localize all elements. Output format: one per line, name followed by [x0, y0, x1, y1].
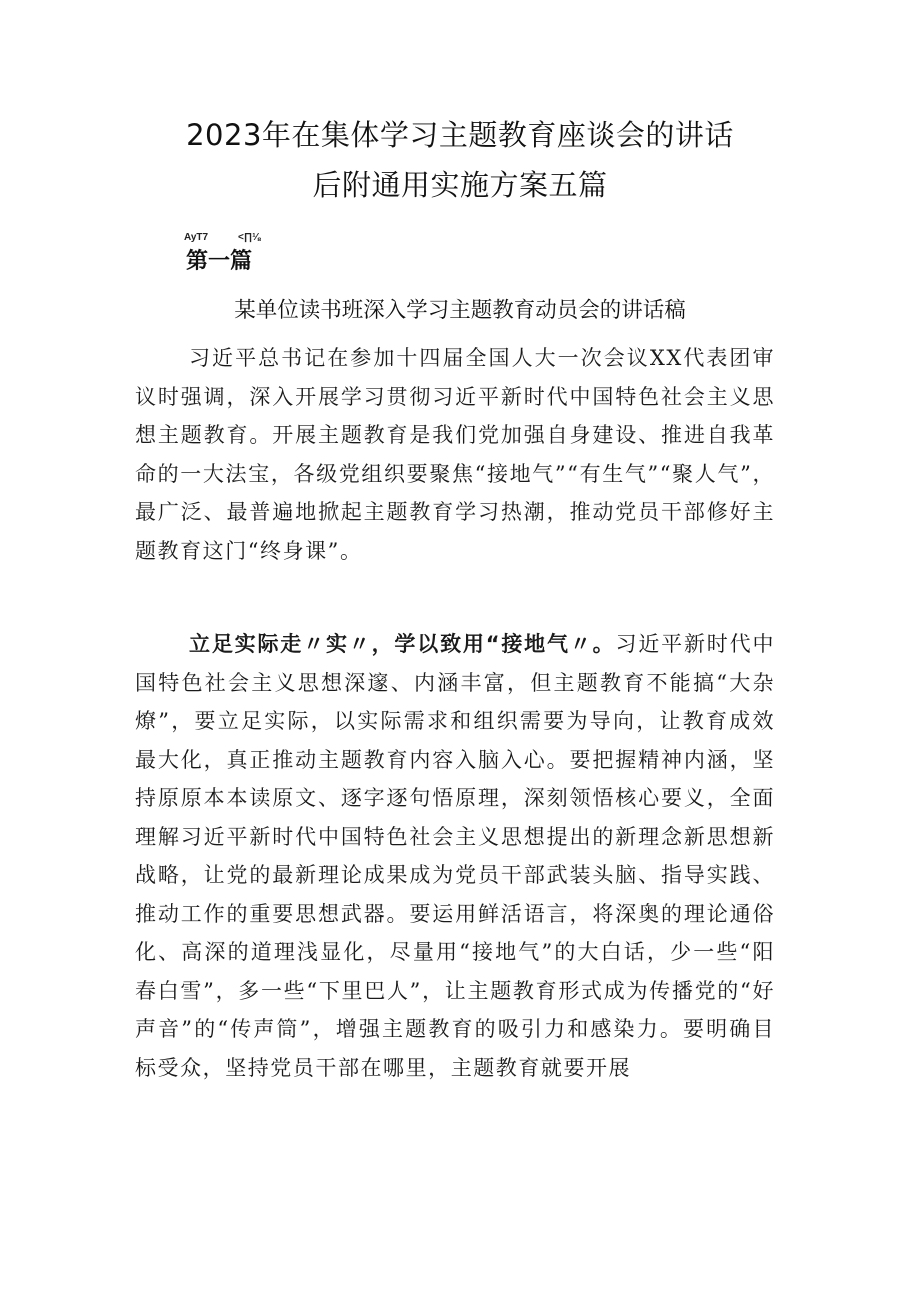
artifact-text-1: AyT7 [184, 232, 209, 243]
artifact-text-2: <∏⅛ [238, 232, 261, 243]
paragraph-2-body: 习近平新时代中国特色社会主义思想深邃、内涵丰富，但主题教育不能搞“大杂燎”，要立足实际，以实际需求和组织需要为导向，让教育成效最大化，真正推动主题教育内容入脑入心。要把握精神内涵，坚持原原本本读原文、逐字逐句悟原理，深刻领悟核心要义，全面理解习近平新时代中国特色社会主义思想提出的新理念新思想新战略，让党的最新理论成果成为党员干部武装头脑、指导实践、推动工作的重要思想武器。要运用鲜活语言，将深奥的理论通俗化、高深的道理浅显化，尽量用“接地气”的大白话，少一些“阳春白雪”，多一些“下里巴人”，让主题教育形式成为传播党的“好声音”的“传声筒”，增强主题教育的吸引力和感染力。要明确目标受众，坚持党员干部在哪里，主题教育就要开展 [135, 632, 776, 1080]
paragraph-2-lead: 立足实际走〃实〃，学以致用“接地气〃。 [189, 632, 616, 656]
body-paragraph-1: 习近平总书记在参加十四届全国人大一次会议XX代表团审议时强调，深入开展学习贯彻习近平新时代中国特色社会主义思想主题教育。开展主题教育是我们党加强自身建设、推进自我革命的一大法宝，各级党组织要聚焦“接地气”“有生气”“聚人气”，最广泛、最普遍地掀起主题教育学习热潮，推动党员干部修好主题教育这门“终身课”。 [135, 346, 775, 563]
part-heading: 第一篇 [186, 249, 253, 274]
document-title-line-1: 2023年在集体学习主题教育座谈会的讲话 [186, 118, 734, 152]
document-title-line-2: 后附通用实施方案五篇 [312, 168, 608, 202]
body-paragraph-2 [135, 625, 775, 1087]
speech-subtitle: 某单位读书班深入学习主题教育动员会的讲话稿 [234, 298, 686, 323]
